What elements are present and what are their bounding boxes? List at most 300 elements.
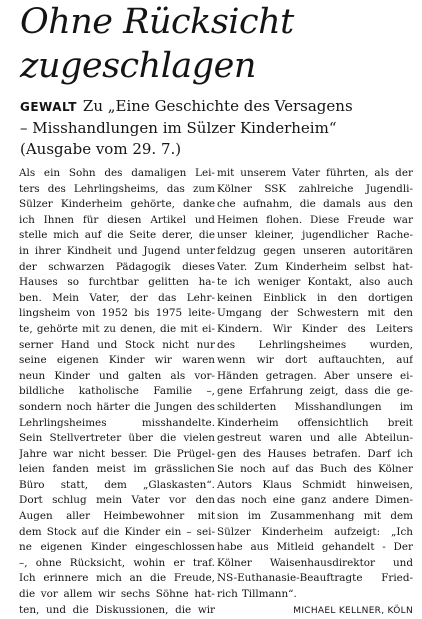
word: Heimen: [217, 213, 259, 226]
text-line: [19, 462, 215, 478]
word: für: [82, 213, 99, 226]
text-line: [19, 431, 215, 447]
word: Diese: [310, 213, 340, 226]
word: er: [173, 556, 185, 569]
lead-line-1: [20, 96, 412, 118]
word: dortigen: [368, 291, 413, 304]
column-right: [217, 166, 413, 619]
word: Kölner: [217, 556, 252, 569]
word: Zum: [254, 260, 279, 273]
word: Mitleid: [276, 541, 315, 554]
word: Kinder: [108, 354, 145, 367]
word: den: [195, 494, 215, 507]
word: statt,: [60, 478, 89, 491]
word: auch: [387, 276, 413, 289]
word: ben.: [19, 291, 42, 304]
word: misshandelte.: [141, 416, 215, 429]
word: vielen: [183, 432, 215, 445]
text-line: [217, 369, 413, 385]
word: Stock: [46, 525, 77, 538]
word: sechs: [120, 588, 151, 601]
word: Augen: [19, 510, 53, 523]
word: die: [150, 572, 167, 585]
word: im: [247, 510, 262, 523]
word: leite-: [188, 307, 215, 320]
word: Artikel: [150, 213, 187, 226]
word: –: [186, 525, 192, 538]
word: ters: [19, 182, 40, 195]
word: wir: [97, 588, 116, 601]
text-line: [19, 338, 215, 354]
word: hat-: [392, 260, 413, 273]
word: Zusammenhang: [270, 510, 355, 523]
word: grässlichen: [154, 463, 215, 476]
word: Sie: [217, 463, 234, 476]
word: NS-Euthanasie-Beauftragte: [217, 572, 363, 585]
word: ich: [234, 276, 251, 289]
word: hinweisen,: [356, 478, 413, 491]
word: von: [76, 307, 96, 320]
text-line: [19, 197, 215, 213]
word: die: [175, 603, 192, 616]
word: mit: [367, 307, 385, 320]
word: die: [134, 400, 151, 413]
word: –,: [206, 385, 215, 398]
word: als: [374, 167, 390, 179]
word: Kinder: [124, 525, 161, 538]
word: Mein: [52, 291, 79, 304]
text-line: [217, 587, 413, 603]
word: furchtbar: [88, 276, 139, 289]
text-line: [19, 306, 215, 322]
word: auf: [272, 463, 289, 476]
word: das: [295, 463, 314, 476]
text-line: [19, 384, 215, 400]
text-line: [217, 447, 413, 463]
word: seine: [19, 354, 47, 367]
word: unter: [186, 244, 215, 257]
text-line: [19, 260, 215, 276]
lead-line-3: (Ausgabe vom 29. 7.): [20, 140, 182, 158]
word: als: [170, 369, 186, 382]
text-line: [217, 416, 413, 432]
text-line: [217, 509, 413, 525]
word: erinnere: [43, 572, 89, 585]
word: das: [166, 182, 185, 195]
word: Ihnen: [43, 213, 75, 226]
text-line: [19, 369, 215, 385]
word: Kindern.: [217, 322, 263, 335]
text-line: [217, 244, 413, 260]
text-line: [217, 556, 413, 572]
text-line: [19, 603, 215, 619]
word: Lehr-: [186, 291, 215, 304]
word: ei-: [399, 369, 413, 382]
word: mit: [363, 510, 382, 523]
text-line: [19, 228, 215, 244]
word: ge-: [396, 385, 413, 398]
word: das: [217, 494, 236, 507]
word: Leiters: [375, 322, 413, 335]
word: te: [217, 276, 228, 289]
text-line: [217, 493, 413, 509]
word: so: [67, 276, 79, 289]
word: ohne: [35, 556, 62, 569]
word: 1975: [155, 307, 183, 320]
word: dass: [344, 385, 369, 398]
word: Buch: [320, 463, 347, 476]
word: die: [198, 229, 215, 242]
word: und: [392, 556, 413, 569]
word: habe: [217, 541, 243, 554]
word: danke: [183, 198, 215, 211]
word: Der: [393, 541, 413, 554]
headline: [20, 0, 410, 88]
word: mit: [82, 322, 100, 335]
word: Vater: [131, 494, 160, 507]
lead-line-1-text: Zu „Eine Geschichte des Versagens: [82, 97, 353, 115]
text-line: [19, 275, 215, 291]
text-line: [19, 525, 215, 541]
word: eigenen: [40, 541, 83, 554]
word: vor: [168, 494, 187, 507]
word: aufzeigt:: [334, 525, 381, 538]
word: waren: [182, 354, 215, 367]
word: Klaus: [262, 478, 292, 491]
word: zu: [103, 322, 116, 335]
text-line: [217, 353, 413, 369]
word: Aber: [324, 369, 350, 382]
word: Kinderheim: [60, 198, 123, 211]
word: Händen: [217, 369, 259, 382]
word: breit: [387, 416, 413, 429]
word: der: [129, 291, 148, 304]
word: der: [19, 260, 37, 273]
word: Seite: [129, 229, 157, 242]
word: ei-: [201, 322, 215, 335]
word: härter: [96, 400, 130, 413]
word: war: [52, 447, 73, 460]
text-line: [19, 447, 215, 463]
text-line: [217, 571, 413, 587]
word: Als: [19, 167, 36, 179]
word: gehörte,: [130, 198, 175, 211]
text-line: [19, 571, 215, 587]
text-line: [19, 587, 215, 603]
word: offensichtlich: [297, 416, 369, 429]
word: Kölner: [217, 182, 252, 195]
word: eigenen: [56, 354, 99, 367]
word: Hand: [60, 338, 90, 351]
word: Tillmann“.: [241, 588, 297, 601]
word: Heimbewohner: [103, 510, 185, 523]
word: dort: [285, 354, 308, 367]
word: Familie: [153, 385, 193, 398]
kicker-label: GEWALT: [20, 100, 77, 114]
word: und: [194, 213, 215, 226]
word: Lehrlingsheims,: [73, 182, 159, 195]
word: des: [104, 167, 123, 179]
word: besser.: [110, 447, 148, 460]
word: ganz: [301, 494, 327, 507]
word: Einblick: [263, 291, 307, 304]
word: im: [133, 463, 147, 476]
word: unseren: [303, 244, 346, 257]
word: Stellvertreter: [49, 432, 122, 445]
text-line: [19, 509, 215, 525]
word: Prügel-: [176, 447, 215, 460]
word: und: [97, 338, 118, 351]
word: wir: [197, 603, 215, 616]
word: die: [374, 385, 391, 398]
word: derer,: [161, 229, 194, 242]
word: gehörte: [36, 322, 78, 335]
word: mit: [217, 167, 235, 179]
word: 1952: [101, 307, 128, 320]
word: Vater,: [89, 291, 120, 304]
word: meist: [96, 463, 126, 476]
text-line: [217, 166, 413, 182]
word: Kinderheim: [261, 525, 324, 538]
word: der: [395, 167, 413, 179]
text-line: [19, 416, 215, 432]
word: auf: [81, 525, 99, 538]
word: weniger: [257, 276, 301, 289]
word: der: [270, 307, 289, 320]
word: auftauchten,: [318, 354, 386, 367]
word: sondern: [19, 400, 62, 413]
word: fanden: [52, 463, 89, 476]
text-line: [217, 462, 413, 478]
text-line: [19, 540, 215, 556]
word: Jugend: [143, 244, 181, 257]
word: Sohn: [68, 167, 96, 179]
text-line: [19, 400, 215, 416]
word: wenn: [217, 354, 246, 367]
word: mich: [96, 572, 122, 585]
word: damaligen: [131, 167, 187, 179]
word: Misshandlungen: [294, 400, 382, 413]
word: selbst: [354, 260, 386, 273]
text-line: [19, 322, 215, 338]
word: Hauses: [267, 447, 307, 460]
word: die: [299, 198, 316, 211]
word: sei-: [196, 525, 215, 538]
word: gen: [217, 447, 237, 460]
word: te,: [19, 322, 33, 335]
word: war: [392, 213, 413, 226]
word: Sülzer: [19, 198, 53, 211]
text-line: [217, 275, 413, 291]
word: dem: [19, 525, 42, 538]
word: Pädagogik: [115, 260, 171, 273]
word: Freude,: [173, 572, 215, 585]
word: eine: [272, 494, 296, 507]
word: über: [128, 432, 153, 445]
word: vor-: [194, 369, 215, 382]
text-line: [19, 244, 215, 260]
word: Jungen: [155, 400, 193, 413]
word: auf: [84, 229, 102, 242]
word: Wir: [272, 322, 292, 335]
word: Kinderheim: [217, 416, 279, 429]
text-line: [217, 197, 413, 213]
word: Jahre: [19, 447, 48, 460]
text-line: [217, 540, 413, 556]
word: sion: [217, 510, 239, 523]
word: traf.: [192, 556, 215, 569]
word: -: [382, 541, 386, 554]
text-line: [19, 493, 215, 509]
word: Freude: [347, 213, 386, 226]
word: im: [399, 400, 413, 413]
word: andere: [332, 494, 370, 507]
word: galten: [128, 369, 162, 382]
word: ten,: [19, 603, 40, 616]
word: die: [72, 603, 89, 616]
word: unserem: [240, 167, 287, 179]
word: Rücksicht,: [69, 556, 126, 569]
column-left: [19, 166, 215, 618]
word: dieses: [182, 260, 215, 273]
text-line: [19, 478, 215, 494]
word: die: [19, 588, 36, 601]
word: Dort: [19, 494, 43, 507]
word: alle: [338, 432, 358, 445]
word: Fried-: [381, 572, 413, 585]
lead-line-2: – Misshandlungen im Sülzer Kinderheim“: [20, 119, 337, 137]
word: Lehrlingsheimes: [19, 416, 107, 429]
word: Hauses: [19, 276, 58, 289]
word: Jugendli-: [365, 182, 413, 195]
word: also: [359, 276, 381, 289]
word: den: [337, 291, 358, 304]
text-line: [217, 338, 413, 354]
word: che: [217, 198, 236, 211]
word: jugendlicher: [302, 229, 369, 242]
word: zahlreiche: [298, 182, 354, 195]
text-line: [217, 228, 413, 244]
word: nicht: [78, 447, 106, 460]
text-line: [19, 291, 215, 307]
word: an: [129, 572, 143, 585]
word: gene: [217, 385, 243, 398]
word: noch: [66, 400, 92, 413]
word: ne: [19, 541, 32, 554]
word: eingeschlossen: [135, 541, 215, 554]
word: gelitten: [148, 276, 189, 289]
word: Erfahrung: [248, 385, 304, 398]
word: des: [47, 182, 66, 195]
word: wir: [154, 354, 172, 367]
word: in: [19, 244, 30, 257]
word: Dimen-: [375, 494, 413, 507]
word: Stock: [124, 338, 155, 351]
word: ein: [165, 525, 182, 538]
word: aller: [66, 510, 91, 523]
word: unser: [217, 229, 247, 242]
text-line: [19, 353, 215, 369]
word: wohin: [133, 556, 166, 569]
word: zeigt,: [309, 385, 339, 398]
word: und: [45, 603, 66, 616]
word: aufnahm,: [242, 198, 293, 211]
word: gestreut: [217, 432, 262, 445]
word: die: [103, 525, 120, 538]
word: den: [393, 307, 413, 320]
word: denen,: [120, 322, 156, 335]
word: Rache-: [376, 229, 413, 242]
word: Kindheit: [66, 244, 112, 257]
word: Kölner: [378, 463, 413, 476]
word: die: [107, 229, 124, 242]
word: und: [310, 432, 331, 445]
word: die: [160, 432, 177, 445]
word: waren: [269, 432, 303, 445]
word: Kontakt,: [307, 276, 353, 289]
word: Kinder: [90, 541, 127, 554]
author-signature: MICHAEL KELLNER, KÖLN: [293, 605, 413, 616]
word: auf: [396, 354, 413, 367]
word: flohen.: [266, 213, 303, 226]
text-line: [217, 384, 413, 400]
headline-line-2: zugeschlagen: [20, 46, 256, 86]
word: hat-: [194, 588, 215, 601]
word: nicht: [162, 338, 189, 351]
word: ich: [397, 447, 413, 460]
word: den: [393, 198, 413, 211]
text-line: [217, 322, 413, 338]
word: diesen: [107, 213, 142, 226]
word: serner: [19, 338, 54, 351]
word: stelle: [19, 229, 48, 242]
text-line: [217, 306, 413, 322]
word: lingsheim: [19, 307, 71, 320]
word: Waisenhausdirektor: [269, 556, 375, 569]
word: Vater: [292, 167, 321, 179]
word: nur: [196, 338, 215, 351]
headline-line-1: Ohne Rücksicht: [20, 2, 294, 42]
word: wurden,: [369, 338, 413, 351]
word: ihrer: [34, 244, 61, 257]
word: Kinderheim: [285, 260, 347, 273]
word: Lei-: [195, 167, 215, 179]
lead: [20, 96, 412, 160]
word: mit: [180, 322, 198, 335]
word: Schwestern: [296, 307, 359, 320]
word: unsere: [356, 369, 393, 382]
word: ich: [19, 213, 35, 226]
word: schilderten: [217, 400, 277, 413]
word: schwarzen: [48, 260, 105, 273]
word: des: [217, 338, 236, 351]
word: ha-: [198, 276, 215, 289]
word: des: [353, 463, 372, 476]
word: Lehrlingsheimes: [258, 338, 347, 351]
word: vor: [40, 588, 58, 601]
text-line: [19, 166, 215, 182]
word: mit: [197, 510, 215, 523]
word: das: [158, 291, 177, 304]
word: autoritären: [353, 244, 413, 257]
word: keinen: [217, 291, 253, 304]
word: in: [316, 291, 327, 304]
word: Söhne: [155, 588, 189, 601]
word: Kinder: [54, 369, 90, 382]
word: Ich: [19, 572, 36, 585]
word: des: [242, 447, 262, 460]
word: „Ich: [390, 525, 413, 538]
